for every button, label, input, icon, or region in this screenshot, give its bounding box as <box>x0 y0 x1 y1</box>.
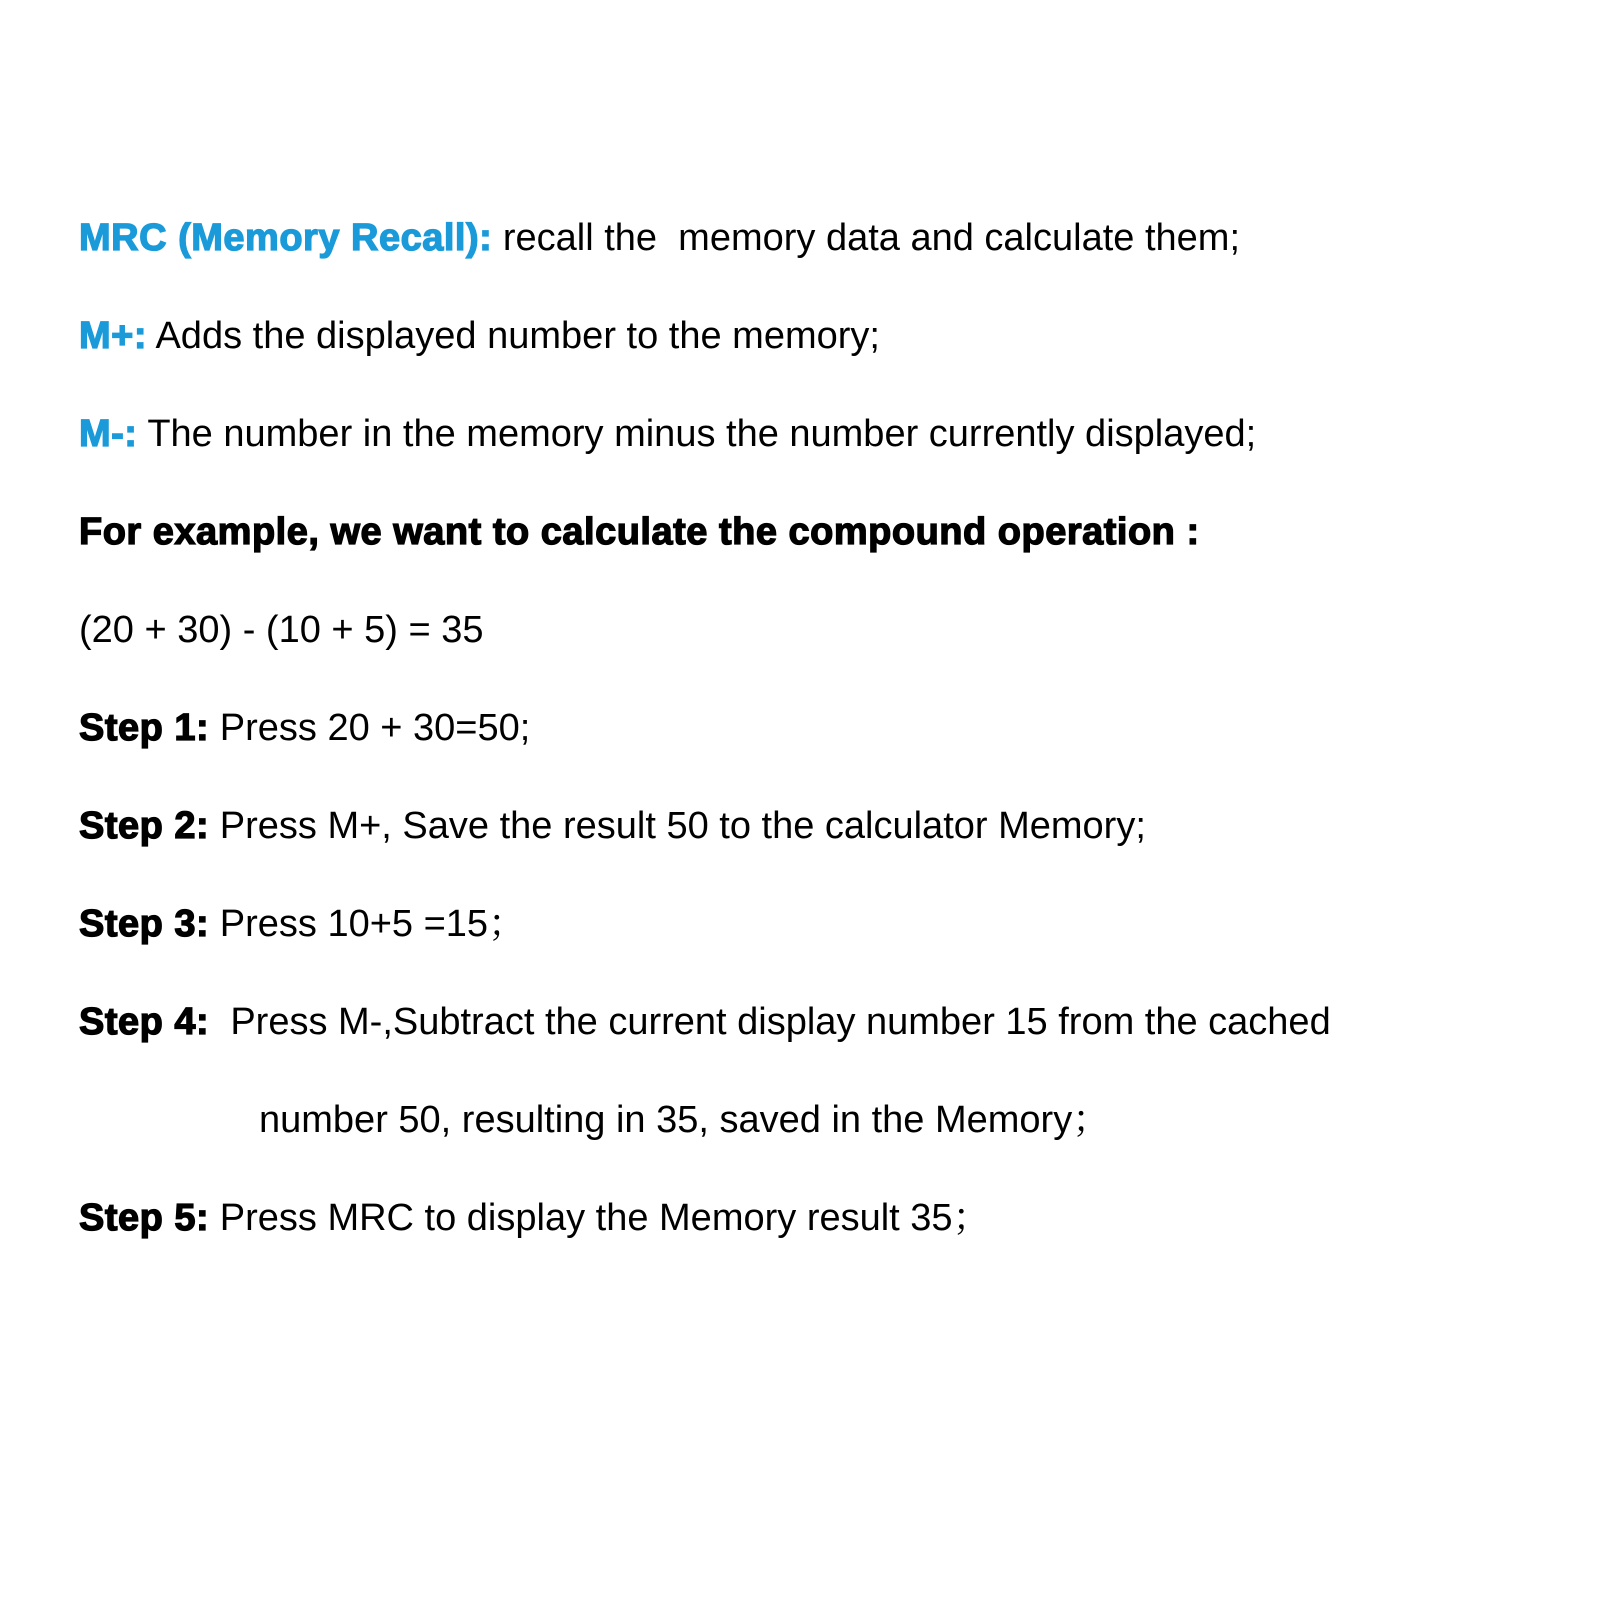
step-5 <box>79 1169 991 1267</box>
definition-m-minus <box>79 385 1256 483</box>
step-1 <box>79 679 530 777</box>
term: MRC (Memory Recall): <box>79 217 493 259</box>
definition-text: recall the memory data and calculate them; <box>492 217 1240 259</box>
definition-mrc <box>79 189 1240 287</box>
step-2 <box>79 777 1146 875</box>
definition-text: Adds the displayed number to the memory; <box>147 315 880 357</box>
step-label: Step 2: <box>79 805 210 847</box>
step-text: Press 10+5 =15； <box>209 903 527 945</box>
step-text: Press 20 + 30=50; <box>209 707 531 749</box>
definition-text: The number in the memory minus the number currently displayed; <box>137 413 1257 455</box>
step-text: Press MRC to display the Memory result 35； <box>209 1197 991 1239</box>
step-label: Step 5: <box>79 1197 210 1239</box>
step-text: Press M-,Subtract the current display number 15 from the cached <box>209 1001 1331 1043</box>
term: M+: <box>79 315 147 357</box>
step-3 <box>79 875 526 973</box>
step-4 <box>79 973 1331 1071</box>
step-label: Step 3: <box>79 903 210 945</box>
step-label: Step 4: <box>79 1001 210 1043</box>
step-text: Press M+, Save the result 50 to the calculator Memory; <box>209 805 1146 847</box>
equation: (20 + 30) - (10 + 5) = 35 <box>79 609 484 651</box>
example-heading: For example, we want to calculate the compound operation : <box>79 511 1200 553</box>
definition-m-plus <box>79 287 880 385</box>
step-4-continuation: number 50, resulting in 35, saved in the Memory； <box>259 1099 1111 1141</box>
term: M-: <box>79 413 138 455</box>
step-label: Step 1: <box>79 707 210 749</box>
